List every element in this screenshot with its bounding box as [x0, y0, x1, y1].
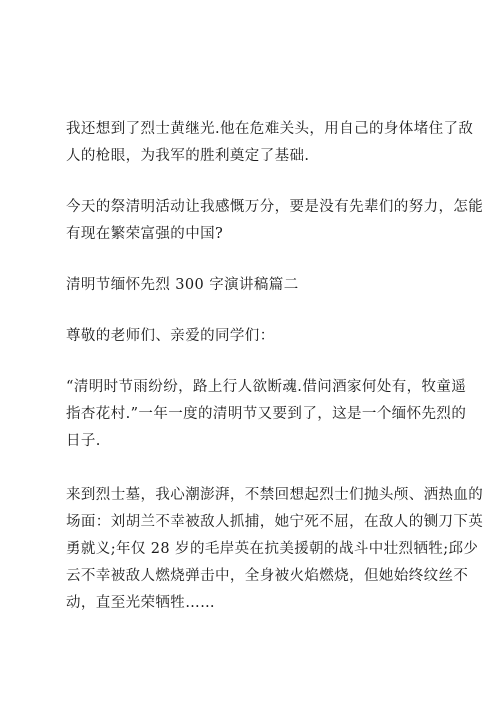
text-line: 日子.	[66, 433, 101, 449]
text-line: 动，直至光荣牺牲……	[66, 595, 215, 611]
text-line: 云不幸被敌人燃烧弹击中，全身被火焰燃烧，但她始终纹丝不	[66, 568, 469, 584]
paragraph-qingming-activity	[66, 194, 484, 248]
section-heading	[66, 272, 446, 299]
text-line: 人的枪眼，为我军的胜利奠定了基础.	[66, 148, 310, 164]
text-line: 指杏花村.”一年一度的清明节又要到了，这是一个缅怀先烈的	[66, 406, 467, 422]
text-line: 我还想到了烈士黄继光.他在危难关头，用自己的身体堵住了敌	[66, 121, 474, 137]
text-line: 清明节缅怀先烈 300 字演讲稿篇二	[66, 277, 299, 293]
text-line: 尊敬的老师们、亲爱的同学们：	[66, 328, 275, 344]
salutation	[66, 323, 446, 350]
paragraph-martyrs-tomb	[66, 482, 484, 617]
text-line: 有现在繁荣富强的中国?	[66, 226, 224, 242]
paragraph-huang-jiguang	[66, 116, 474, 170]
text-line: 勇就义;年仅 28 岁的毛岸英在抗美援朝的战斗中壮烈牺牲;邱少	[66, 541, 479, 557]
text-line: 今天的祭清明活动让我感慨万分，要是没有先辈们的努力，怎能	[66, 199, 484, 215]
text-line: “清明时节雨纷纷，路上行人欲断魂.借问酒家何处有，牧童遥	[66, 379, 467, 395]
text-line: 来到烈士墓，我心潮澎湃，不禁回想起烈士们抛头颅、洒热血的	[66, 487, 484, 503]
paragraph-poem-quote	[66, 374, 467, 455]
text-line: 场面：刘胡兰不幸被敌人抓捕，她宁死不屈，在敌人的铡刀下英	[66, 514, 484, 530]
